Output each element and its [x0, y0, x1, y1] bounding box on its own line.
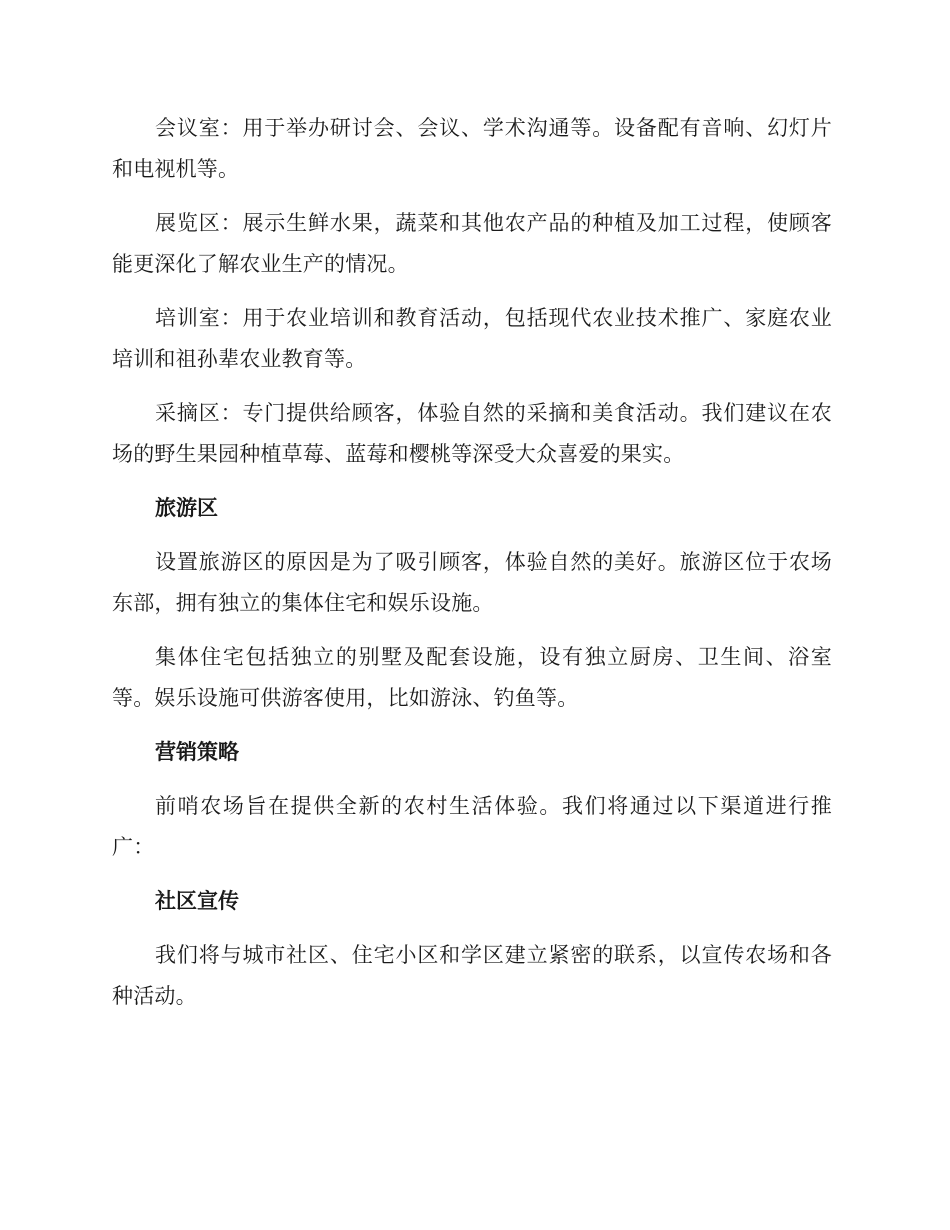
- paragraph-picking-area: 采摘区：专门提供给顾客，体验自然的采摘和美食活动。我们建议在农场的野生果园种植草莓、蓝莓和樱桃等深受大众喜爱的果实。: [112, 401, 832, 466]
- paragraph-training-room: 培训室：用于农业培训和教育活动，包括现代农业技术推广、家庭农业培训和祖孙辈农业教育等。: [112, 306, 832, 371]
- paragraph-tourism-reason: 设置旅游区的原因是为了吸引顾客，体验自然的美好。旅游区位于农场东部，拥有独立的集体住宅和娱乐设施。: [112, 550, 832, 615]
- heading-marketing-strategy: 营销策略: [155, 740, 239, 764]
- paragraph-marketing-intro: 前哨农场旨在提供全新的农村生活体验。我们将通过以下渠道进行推广：: [112, 794, 832, 859]
- paragraph-collective-housing: 集体住宅包括独立的别墅及配套设施，设有独立厨房、卫生间、浴室等。娱乐设施可供游客使用，比如游泳、钓鱼等。: [112, 645, 832, 710]
- paragraph-exhibition-area: 展览区：展示生鲜水果，蔬菜和其他农产品的种植及加工过程，使顾客能更深化了解农业生产的情况。: [112, 211, 832, 276]
- document-page: [112, 108, 832, 1030]
- heading-tourism-area: 旅游区: [155, 496, 218, 520]
- paragraph-community-promotion: 我们将与城市社区、住宅小区和学区建立紧密的联系，以宣传农场和各种活动。: [112, 943, 832, 1008]
- heading-community-promotion: 社区宣传: [155, 889, 239, 913]
- paragraph-meeting-room: 会议室：用于举办研讨会、会议、学术沟通等。设备配有音响、幻灯片和电视机等。: [112, 116, 832, 181]
